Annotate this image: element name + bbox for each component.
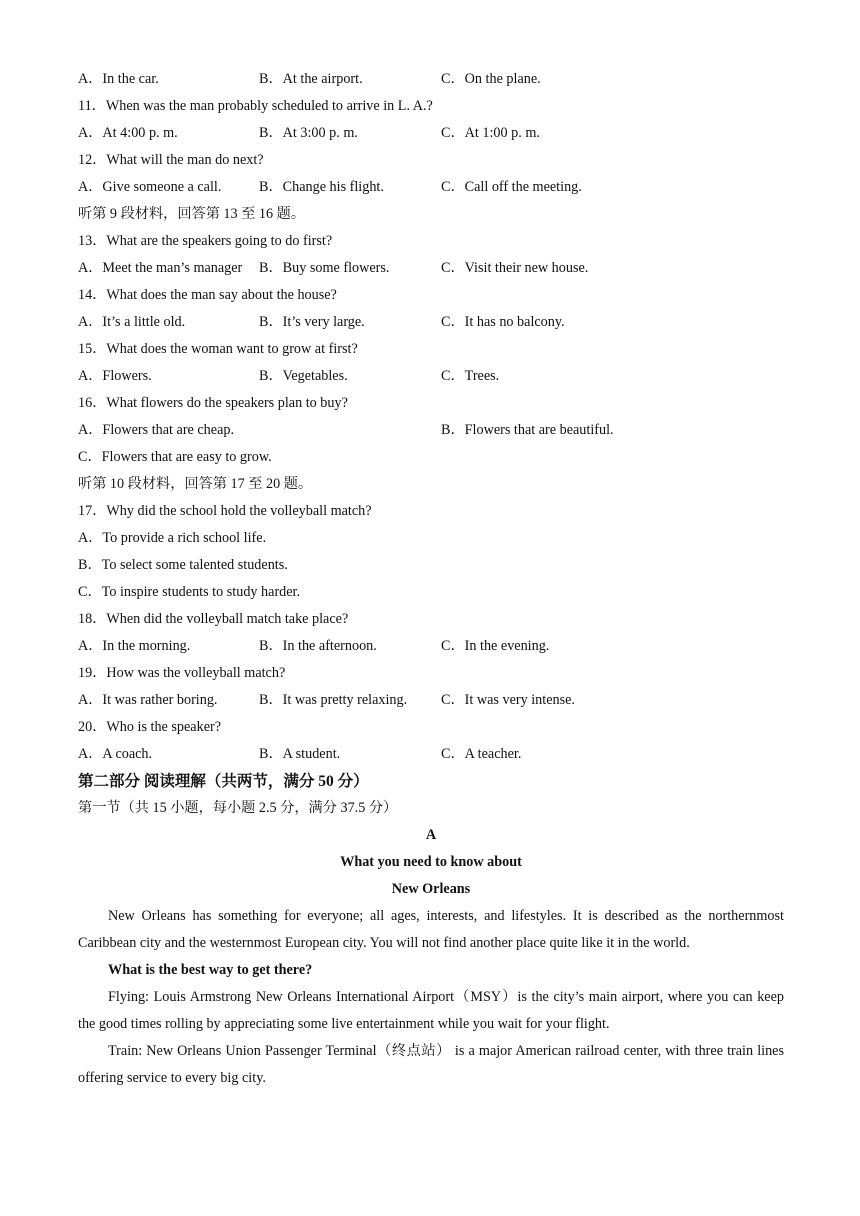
option-a: A．Meet the man’s manager xyxy=(78,260,243,276)
option-b: B．Change his flight. xyxy=(259,179,384,195)
passage-label: A xyxy=(425,827,437,843)
option-c: C．It was very intense. xyxy=(441,692,575,708)
option-b: B．It was pretty relaxing. xyxy=(259,692,408,708)
passage-paragraph-train: Train: New Orleans Union Passenger Terminal（终点站） is a major American railroad center, with three train lines offering service to every big city. xyxy=(78,1043,784,1086)
passage-paragraph-intro: New Orleans has something for everyone; all ages, interests, and lifestyles. It is described as the northernmost Caribbean city and the westernmost European city. You will not find another place quite like it in the world. xyxy=(78,908,784,951)
option-a: A．At 4:00 p. m. xyxy=(78,125,178,141)
passage-paragraph-flying: Flying: Louis Armstrong New Orleans International Airport（MSY）is the city’s main airport, where you can keep the good times rolling by appreciating some live entertainment while you wait for your flight. xyxy=(78,989,784,1032)
listening-section xyxy=(78,66,784,768)
listening-instruction: 听第 9 段材料，回答第 13 至 16 题。 xyxy=(78,206,306,222)
section-subtitle: 第一节（共 15 小题，每小题 2.5 分，满分 37.5 分） xyxy=(78,800,398,816)
option-c: C．Visit their new house. xyxy=(441,260,589,276)
option-b: B．In the afternoon. xyxy=(259,638,377,654)
option-a: A．It was rather boring. xyxy=(78,692,218,708)
answer-option-line: B．To select some talented students. xyxy=(78,557,288,573)
option-a: A．Flowers. xyxy=(78,368,152,384)
answer-options-row xyxy=(78,309,784,336)
question-text: 15．What does the woman want to grow at first? xyxy=(78,341,358,357)
section-title: 第二部分 阅读理解（共两节，满分 50 分） xyxy=(78,773,369,790)
answer-options-row xyxy=(78,417,784,444)
question-text: 12．What will the man do next? xyxy=(78,152,264,168)
answer-options-row xyxy=(78,363,784,390)
option-c: C．On the plane. xyxy=(441,71,541,87)
option-a: A．Flowers that are cheap. xyxy=(78,422,235,438)
question-text: 11．When was the man probably scheduled to arrive in L. A.? xyxy=(78,98,433,114)
answer-option-line: A．To provide a rich school life. xyxy=(78,530,267,546)
answer-option-line: C．To inspire students to study harder. xyxy=(78,584,301,600)
option-c: C．A teacher. xyxy=(441,746,522,762)
question-text: 13．What are the speakers going to do first? xyxy=(78,233,333,249)
answer-options-row xyxy=(78,687,784,714)
option-b: B．Buy some flowers. xyxy=(259,260,390,276)
answer-options-row xyxy=(78,741,784,768)
exam-page xyxy=(78,66,784,1092)
question-text: 17．Why did the school hold the volleyball match? xyxy=(78,503,372,519)
question-text: 19．How was the volleyball match? xyxy=(78,665,286,681)
option-a: A．In the morning. xyxy=(78,638,191,654)
question-text: 16．What flowers do the speakers plan to buy? xyxy=(78,395,348,411)
passage-heading-getting-there: What is the best way to get there? xyxy=(108,962,313,978)
option-a: A．In the car. xyxy=(78,71,159,87)
option-a: A．Give someone a call. xyxy=(78,179,222,195)
option-c: C．It has no balcony. xyxy=(441,314,565,330)
option-c: C．Call off the meeting. xyxy=(441,179,582,195)
option-b: B．A student. xyxy=(259,746,341,762)
answer-options-row xyxy=(78,120,784,147)
option-b: B．It’s very large. xyxy=(259,314,365,330)
question-text: 14．What does the man say about the house? xyxy=(78,287,337,303)
option-a: A．It’s a little old. xyxy=(78,314,186,330)
answer-options-row xyxy=(78,66,784,93)
option-a: A．A coach. xyxy=(78,746,153,762)
answer-options-row xyxy=(78,255,784,282)
answer-option-line: C．Flowers that are easy to grow. xyxy=(78,449,272,465)
answer-options-row xyxy=(78,633,784,660)
passage-title-line-1: What you need to know about xyxy=(340,854,522,870)
option-c: C．Trees. xyxy=(441,368,500,384)
option-c: C．At 1:00 p. m. xyxy=(441,125,540,141)
option-b: B．Vegetables. xyxy=(259,368,348,384)
option-b: B．Flowers that are beautiful. xyxy=(441,422,614,438)
question-text: 18．When did the volleyball match take place? xyxy=(78,611,349,627)
option-b: B．At 3:00 p. m. xyxy=(259,125,358,141)
passage-title-line-2: New Orleans xyxy=(391,881,471,897)
question-text: 20．Who is the speaker? xyxy=(78,719,222,735)
option-b: B．At the airport. xyxy=(259,71,363,87)
listening-instruction: 听第 10 段材料，回答第 17 至 20 题。 xyxy=(78,476,313,492)
answer-options-row xyxy=(78,174,784,201)
option-c: C．In the evening. xyxy=(441,638,550,654)
